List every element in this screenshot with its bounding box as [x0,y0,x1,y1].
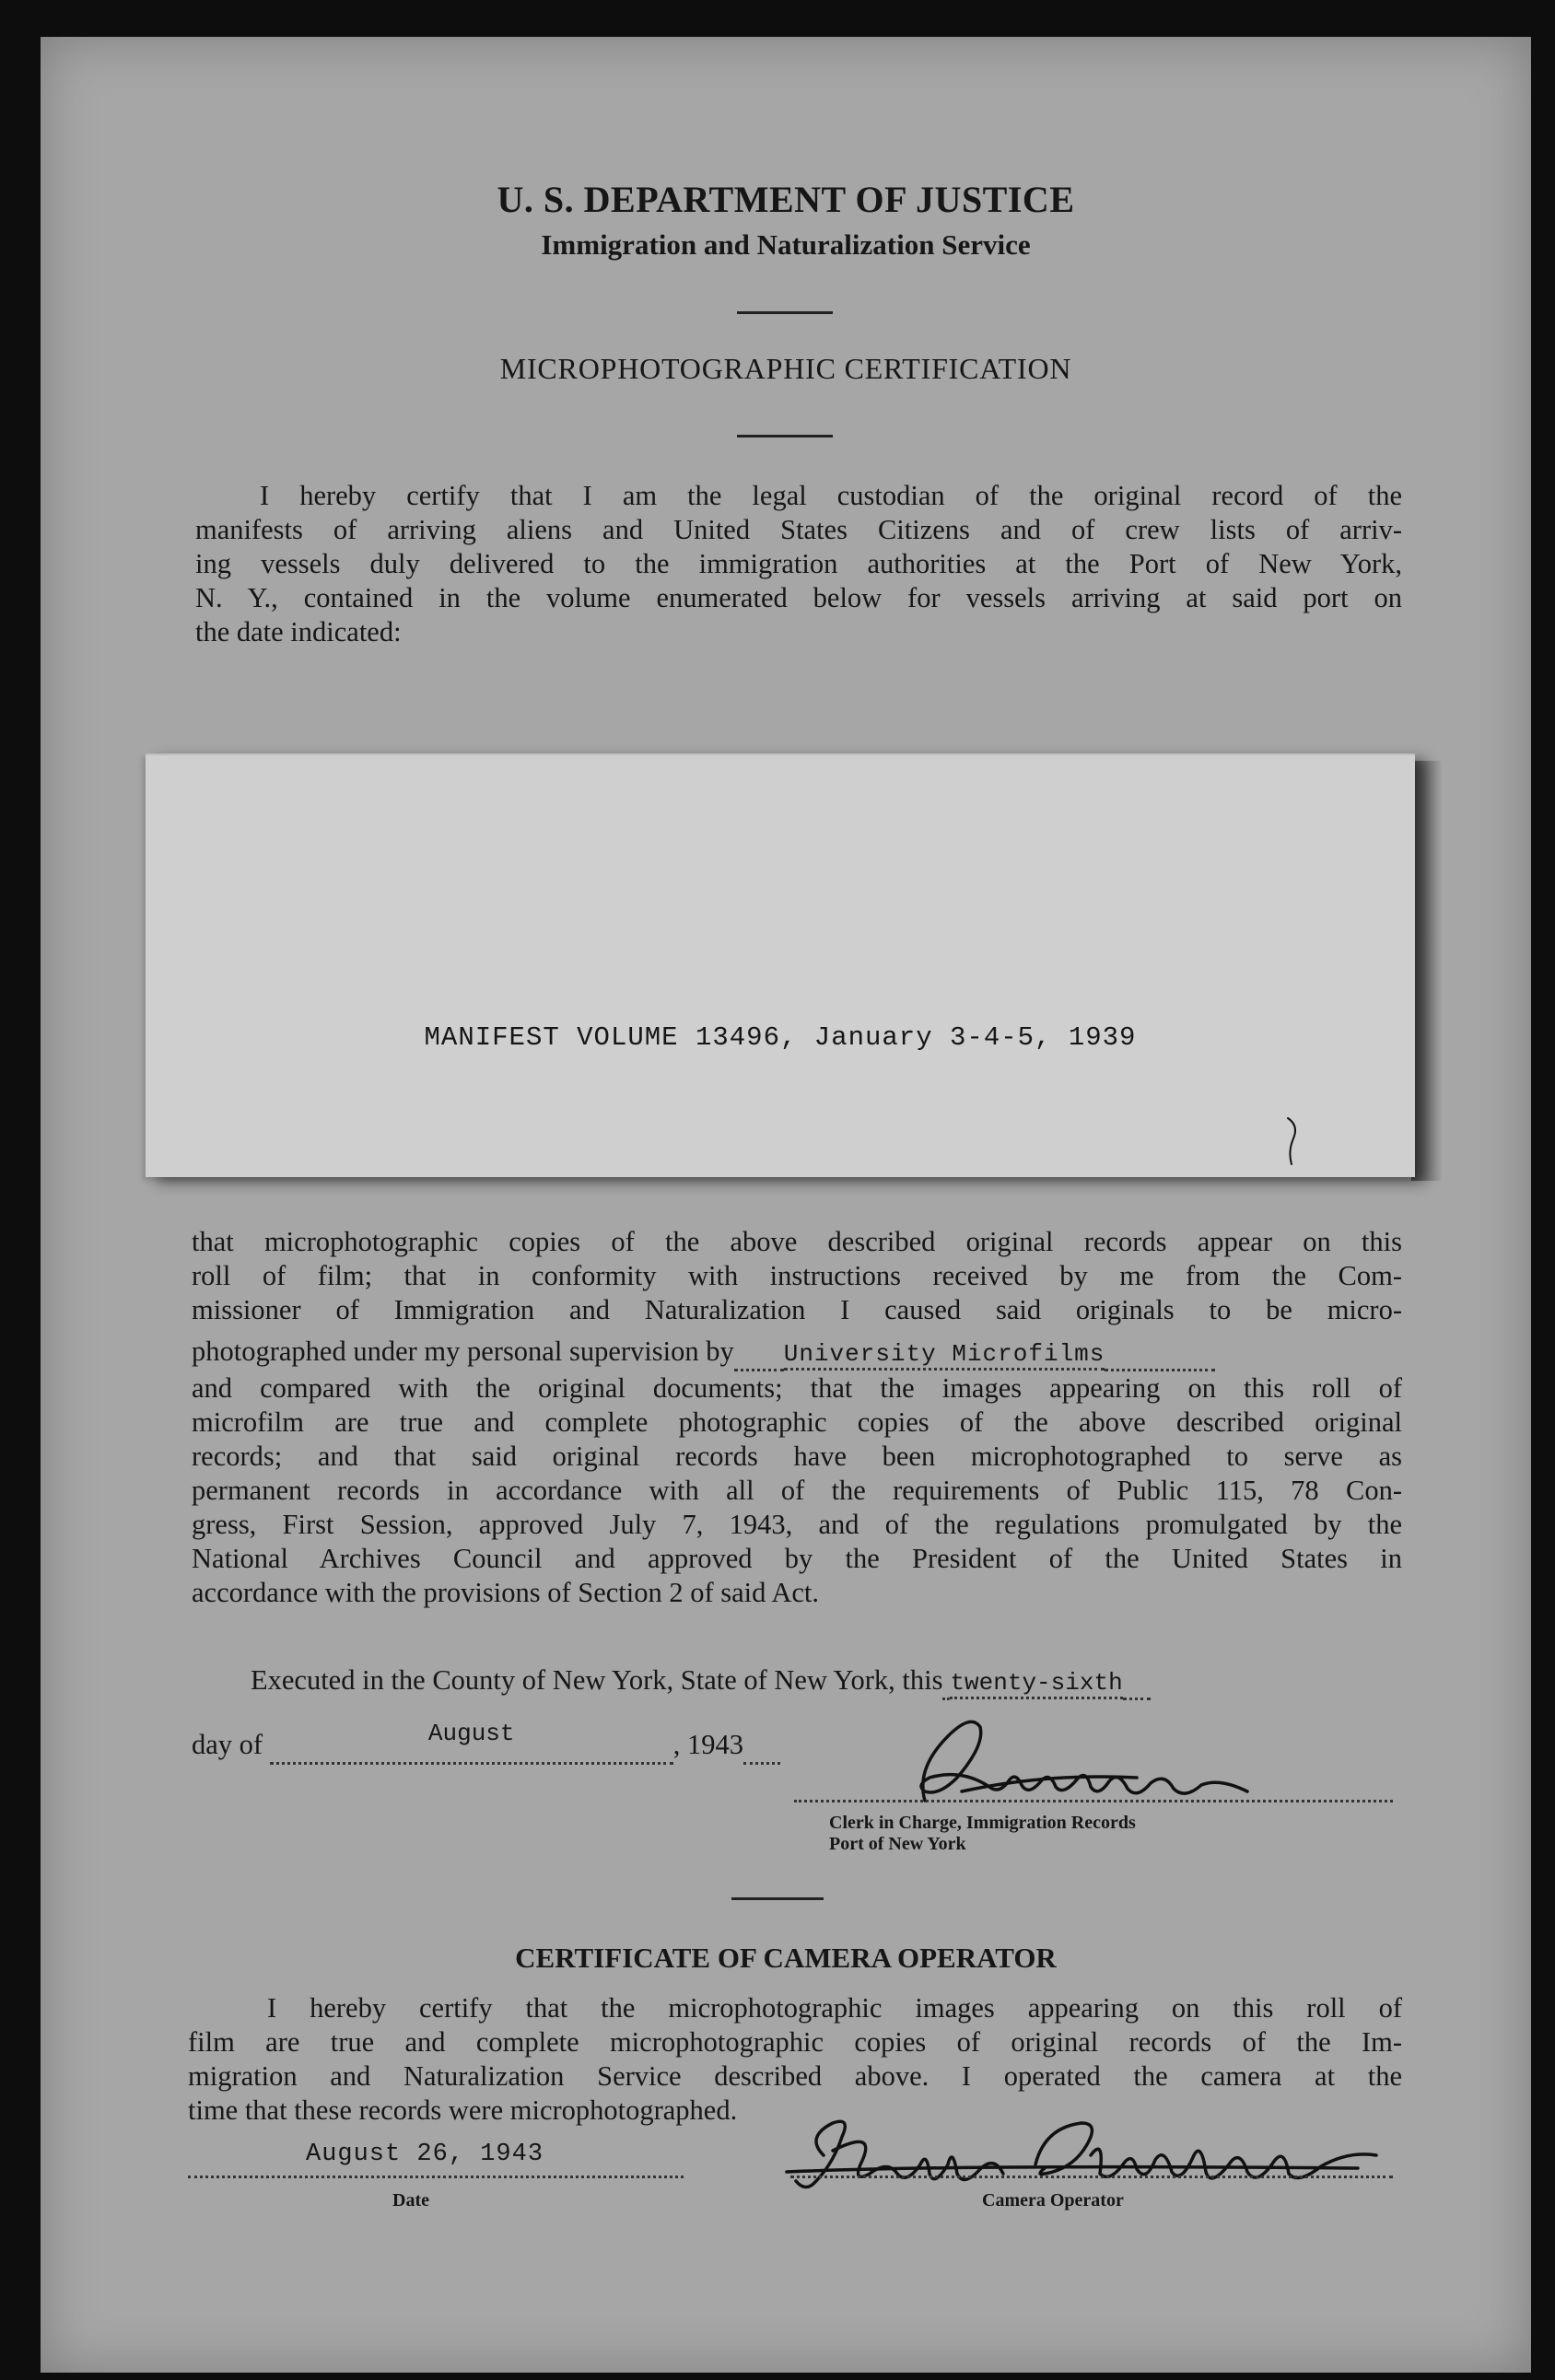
day-of-label: day of [192,1729,263,1760]
pen-mark [1279,1114,1315,1170]
clerk-title: Clerk in Charge, Immigration Records [829,1813,1136,1833]
supervision-prefix: photographed under my personal supervision by [192,1336,734,1367]
camera-date-value: August 26, 1943 [306,2141,544,2168]
intro-line: the date indicated: [195,616,402,648]
body-paragraph [192,1225,1402,1610]
header-divider-2 [737,435,833,438]
fill-dots [734,1335,784,1371]
fill-dots [1123,1663,1151,1700]
fill-dots [1105,1335,1215,1371]
execution-month: August [427,1720,515,1747]
body-line: National Archives Council and approved by the President of the United States in [192,1543,1402,1574]
card-shadow [1411,761,1443,1181]
volume-card [146,753,1415,1177]
department-heading: U. S. DEPARTMENT OF JUSTICE [497,179,1075,220]
certification-title: MICROPHOTOGRAPHIC CERTIFICATION [499,352,1072,385]
body-line: missioner of Immigration and Naturalization I caused said originals to be micro- [192,1294,1402,1325]
clerk-signature-line [794,1800,1393,1802]
camera-line: time that these records were microphotographed. [188,2094,738,2126]
body-line: gress, First Session, approved July 7, 1943, and of the regulations promulgated by the [192,1509,1402,1540]
intro-line: ing vessels duly delivered to the immigration authorities at the Port of New York, [195,548,1402,579]
execution-year: , 1943 [672,1729,743,1760]
intro-line: I hereby certify that I am the legal custodian of the original record of the [260,480,1402,511]
supervision-line [192,1335,1402,1371]
body-line: that microphotographic copies of the above described original records appear on this [192,1226,1402,1257]
day-of-line [192,1720,780,1765]
camera-line: I hereby certify that the microphotographic images appearing on this roll of [267,1992,1402,2024]
service-subheading: Immigration and Naturalization Service [541,228,1031,261]
clerk-office: Port of New York [829,1834,966,1854]
intro-line: manifests of arriving aliens and United States Citizens and of crew lists of arriv- [195,514,1402,545]
clerk-labels [829,1813,1136,1855]
section-divider [731,1897,824,1900]
body-line: accordance with the provisions of Section 2 of said Act. [192,1577,819,1608]
microfilm-company: University Microfilms [784,1340,1105,1371]
body-line: and compared with the original documents; that the images appearing on this roll of [192,1372,1402,1404]
execution-prefix: Executed in the County of New York, State of New York, this [251,1664,943,1696]
body-line: microfilm are true and complete photographic copies of the above described original [192,1406,1402,1438]
header-divider-1 [737,311,833,314]
operator-label: Camera Operator [982,2190,1124,2211]
fill-dots [743,1728,780,1765]
body-line: roll of film; that in conformity with instructions received by me from the Com- [192,1260,1402,1291]
body-line: permanent records in accordance with all of the requirements of Public 115, 78 Con- [192,1475,1402,1506]
operator-signature [768,2100,1395,2201]
volume-text: MANIFEST VOLUME 13496, January 3-4-5, 1939 [424,1022,1137,1053]
operator-signature-line [790,2176,1393,2178]
execution-day: twenty-sixth [950,1669,1122,1699]
execution-line [251,1663,1151,1700]
month-field [270,1720,673,1765]
body-line: records; and that said original records have been microphotographed to serve as [192,1441,1402,1472]
certificate-sheet [41,37,1531,2373]
intro-line: N. Y., contained in the volume enumerated below for vessels arriving at said port on [195,582,1402,613]
date-label: Date [392,2190,429,2211]
camera-line: migration and Naturalization Service described above. I operated the camera at the [188,2060,1402,2092]
date-line [188,2176,684,2178]
camera-line: film are true and complete microphotographic copies of original records of the Im- [188,2026,1402,2058]
intro-paragraph [195,479,1402,649]
camera-certificate-title: CERTIFICATE OF CAMERA OPERATOR [515,1942,1057,1974]
